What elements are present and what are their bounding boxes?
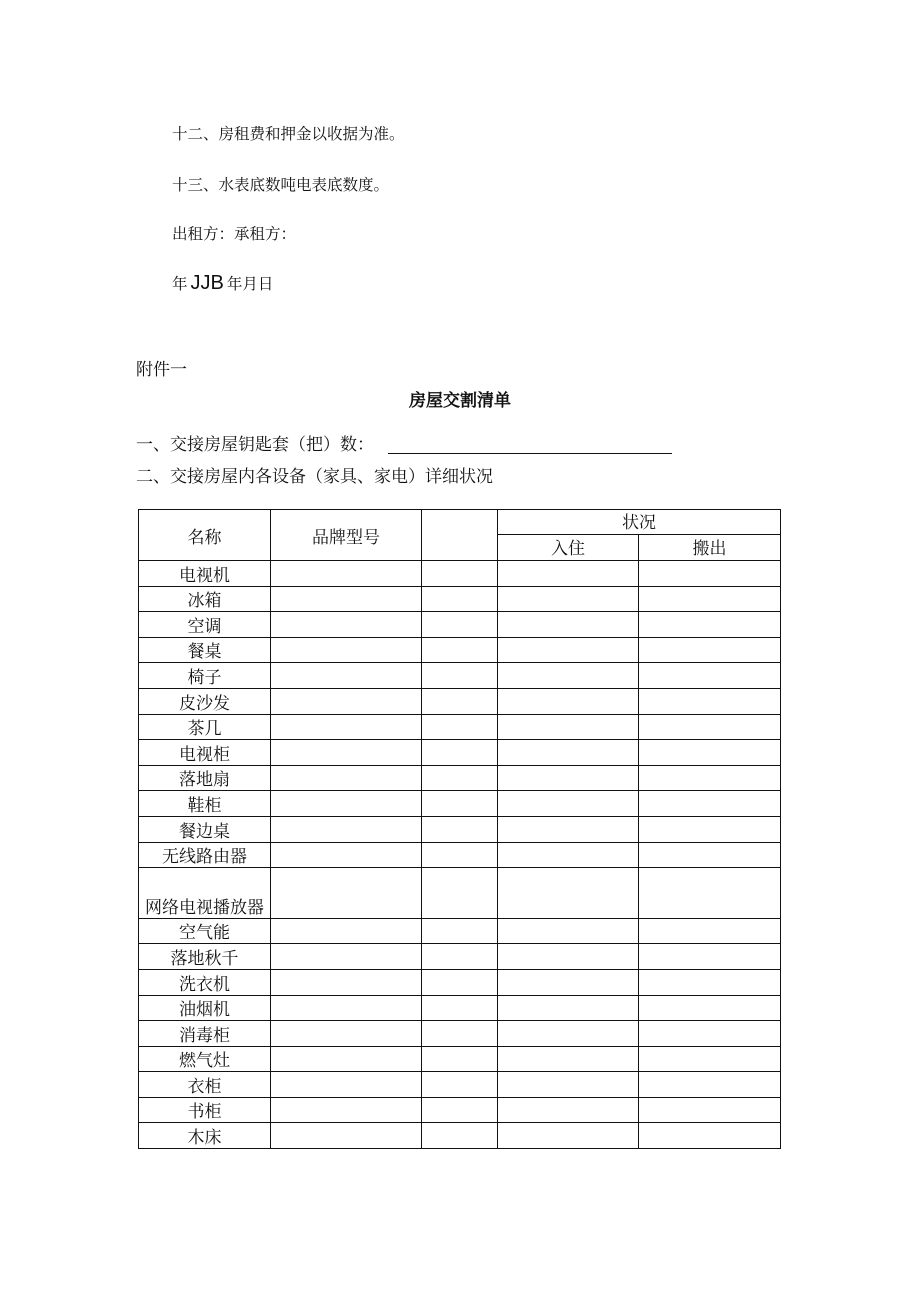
table-row [139,816,781,842]
brand-cell[interactable] [271,918,422,944]
move-out-cell[interactable] [639,740,781,766]
header-brand: 品牌型号 [271,510,422,561]
header-status: 状况 [498,510,781,535]
table-row [139,1123,781,1149]
brand-cell[interactable] [271,1046,422,1072]
table-row [139,868,781,919]
move-in-cell[interactable] [498,612,639,638]
clause-13: 十三、水表底数吨电表底数度。 [172,176,390,194]
move-in-cell[interactable] [498,688,639,714]
item-name: 木床 [139,1123,271,1149]
attachment-label: 附件一 [136,360,187,379]
item-name: 落地扇 [139,765,271,791]
item-name: 油烟机 [139,995,271,1021]
blank-cell[interactable] [422,969,498,995]
brand-cell[interactable] [271,842,422,868]
blank-cell[interactable] [422,1021,498,1047]
move-out-cell[interactable] [639,561,781,587]
table-row [139,1072,781,1098]
brand-cell[interactable] [271,944,422,970]
move-out-cell[interactable] [639,586,781,612]
brand-cell[interactable] [271,714,422,740]
move-out-cell[interactable] [639,714,781,740]
item-name: 空气能 [139,918,271,944]
move-out-cell[interactable] [639,918,781,944]
move-out-cell[interactable] [639,842,781,868]
item-name: 餐桌 [139,637,271,663]
table-row [139,663,781,689]
move-out-cell[interactable] [639,688,781,714]
keys-label: 一、交接房屋钥匙套（把）数： [136,435,374,454]
brand-cell[interactable] [271,765,422,791]
item-name: 电视机 [139,561,271,587]
move-in-cell[interactable] [498,765,639,791]
move-in-cell[interactable] [498,969,639,995]
blank-cell[interactable] [422,842,498,868]
move-in-cell[interactable] [498,1021,639,1047]
table-row [139,765,781,791]
item-name: 网络电视播放器 [139,868,271,919]
blank-cell[interactable] [422,1123,498,1149]
blank-cell[interactable] [422,765,498,791]
brand-cell[interactable] [271,612,422,638]
move-out-cell[interactable] [639,868,781,919]
brand-cell[interactable] [271,688,422,714]
item-name: 洗衣机 [139,969,271,995]
brand-cell[interactable] [271,868,422,919]
move-out-cell[interactable] [639,1097,781,1123]
clause-12: 十二、房租费和押金以收据为准。 [172,125,405,143]
brand-cell[interactable] [271,1072,422,1098]
move-in-cell[interactable] [498,842,639,868]
table-row [139,1097,781,1123]
brand-cell[interactable] [271,740,422,766]
header-move-in: 入住 [498,535,639,561]
table-row [139,791,781,817]
table-row [139,714,781,740]
date-line [172,272,273,295]
blank-cell[interactable] [422,1097,498,1123]
move-in-cell[interactable] [498,1123,639,1149]
table-row [139,842,781,868]
blank-cell[interactable] [422,791,498,817]
move-in-cell[interactable] [498,995,639,1021]
signature-line: 出租方：承租方： [172,225,297,243]
date-ymd-label: 年月日 [226,275,274,293]
move-out-cell[interactable] [639,765,781,791]
item-name: 空调 [139,612,271,638]
brand-cell[interactable] [271,995,422,1021]
keys-count-blank[interactable] [388,433,672,454]
blank-cell[interactable] [422,995,498,1021]
move-out-cell[interactable] [639,1072,781,1098]
table-row [139,561,781,587]
item-name: 皮沙发 [139,688,271,714]
header-name: 名称 [139,510,271,561]
blank-cell[interactable] [422,663,498,689]
handover-table [138,509,781,1149]
blank-cell[interactable] [422,714,498,740]
move-in-cell[interactable] [498,1046,639,1072]
equipment-line: 二、交接房屋内各设备（家具、家电）详细状况 [136,467,493,486]
keys-line [136,430,672,455]
blank-cell[interactable] [422,586,498,612]
item-name: 茶几 [139,714,271,740]
table-row [139,637,781,663]
blank-cell[interactable] [422,816,498,842]
item-name: 衣柜 [139,1072,271,1098]
date-year-label: 年 [172,275,188,293]
move-in-cell[interactable] [498,561,639,587]
date-code: JJB [190,272,224,294]
item-name: 餐边桌 [139,816,271,842]
table-row [139,918,781,944]
move-out-cell[interactable] [639,791,781,817]
blank-cell[interactable] [422,637,498,663]
item-name: 燃气灶 [139,1046,271,1072]
move-out-cell[interactable] [639,1021,781,1047]
brand-cell[interactable] [271,586,422,612]
brand-cell[interactable] [271,637,422,663]
move-in-cell[interactable] [498,586,639,612]
move-in-cell[interactable] [498,637,639,663]
header-blank [422,510,498,561]
brand-cell[interactable] [271,791,422,817]
table-row [139,1046,781,1072]
item-name: 椅子 [139,663,271,689]
page-title: 房屋交割清单 [409,391,511,410]
brand-cell[interactable] [271,969,422,995]
move-out-cell[interactable] [639,612,781,638]
move-out-cell[interactable] [639,637,781,663]
move-out-cell[interactable] [639,663,781,689]
blank-cell[interactable] [422,1046,498,1072]
table-row [139,1021,781,1047]
blank-cell[interactable] [422,561,498,587]
move-in-cell[interactable] [498,791,639,817]
blank-cell[interactable] [422,740,498,766]
brand-cell[interactable] [271,1123,422,1149]
item-name: 消毒柜 [139,1021,271,1047]
blank-cell[interactable] [422,612,498,638]
table-row [139,969,781,995]
brand-cell[interactable] [271,1097,422,1123]
table-row [139,995,781,1021]
move-in-cell[interactable] [498,1072,639,1098]
item-name: 书柜 [139,1097,271,1123]
brand-cell[interactable] [271,1021,422,1047]
blank-cell[interactable] [422,688,498,714]
table-row [139,740,781,766]
header-move-out: 搬出 [639,535,781,561]
move-out-cell[interactable] [639,1123,781,1149]
move-out-cell[interactable] [639,944,781,970]
move-out-cell[interactable] [639,816,781,842]
brand-cell[interactable] [271,816,422,842]
blank-cell[interactable] [422,918,498,944]
move-in-cell[interactable] [498,868,639,919]
move-out-cell[interactable] [639,1046,781,1072]
item-name: 落地秋千 [139,944,271,970]
move-out-cell[interactable] [639,995,781,1021]
blank-cell[interactable] [422,868,498,919]
table-row [139,944,781,970]
table-row [139,688,781,714]
move-in-cell[interactable] [498,663,639,689]
item-name: 无线路由器 [139,842,271,868]
table-row [139,612,781,638]
item-name: 鞋柜 [139,791,271,817]
blank-cell[interactable] [422,1072,498,1098]
item-name: 冰箱 [139,586,271,612]
move-in-cell[interactable] [498,816,639,842]
item-name: 电视柜 [139,740,271,766]
move-in-cell[interactable] [498,714,639,740]
table-row [139,586,781,612]
move-in-cell[interactable] [498,944,639,970]
move-out-cell[interactable] [639,969,781,995]
move-in-cell[interactable] [498,1097,639,1123]
move-in-cell[interactable] [498,918,639,944]
brand-cell[interactable] [271,561,422,587]
brand-cell[interactable] [271,663,422,689]
move-in-cell[interactable] [498,740,639,766]
blank-cell[interactable] [422,944,498,970]
